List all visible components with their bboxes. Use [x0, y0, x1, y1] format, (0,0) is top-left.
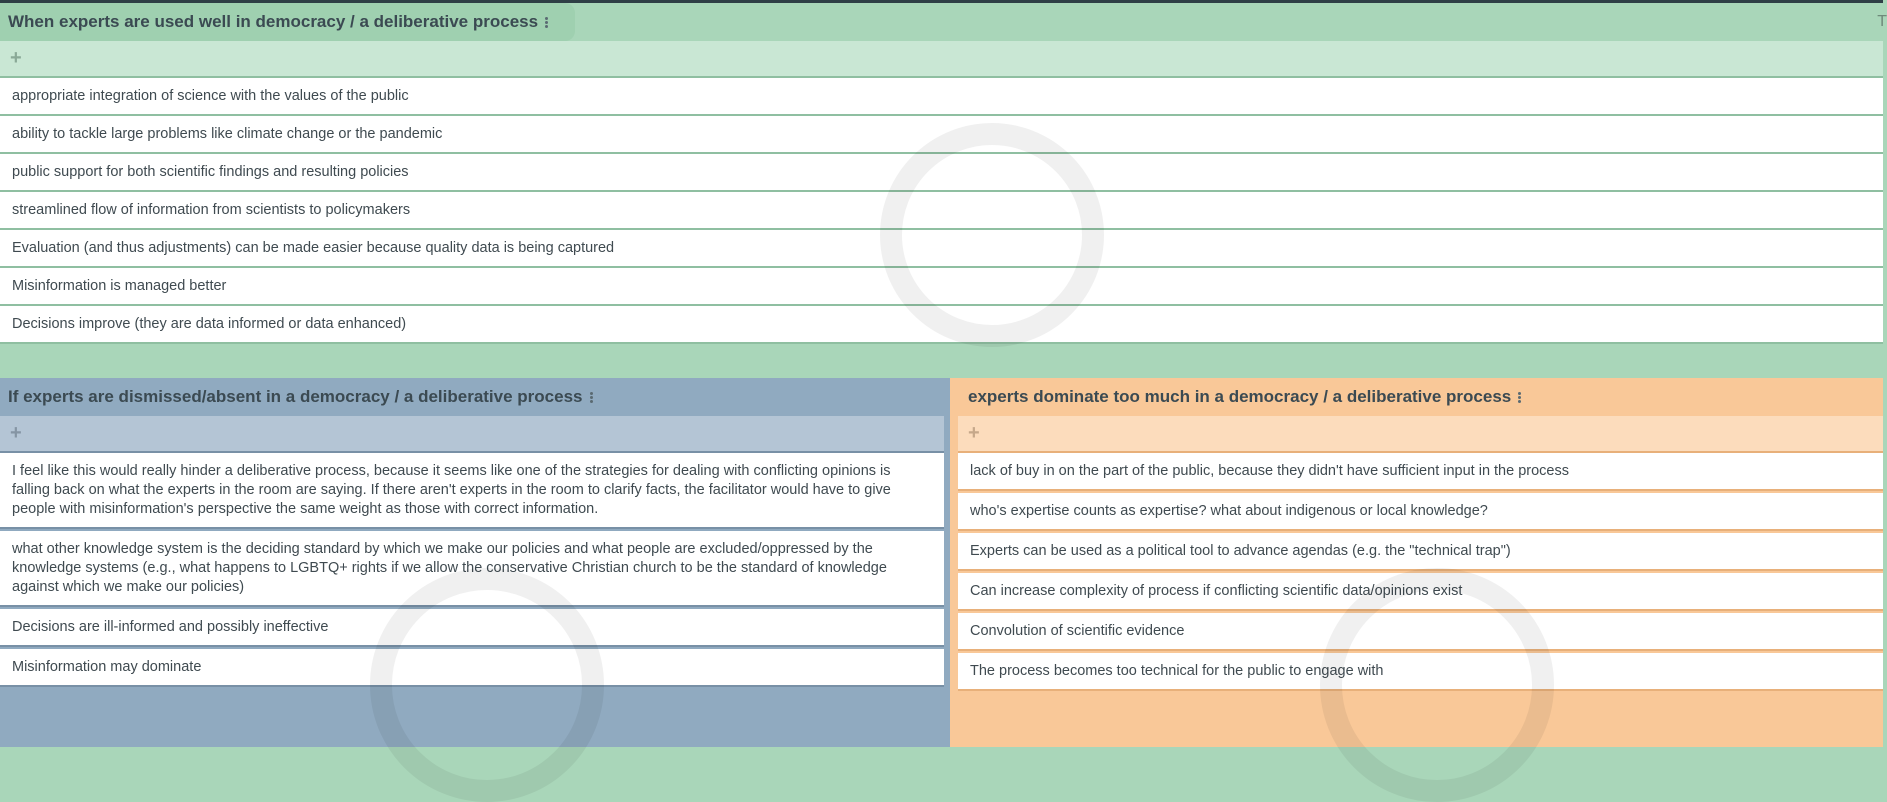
more-vertical-icon[interactable] [1518, 391, 1522, 404]
add-card-button[interactable]: + [958, 416, 1883, 453]
section-dominate [950, 378, 1883, 747]
card-list [0, 78, 1883, 344]
card[interactable]: Decisions are ill-informed and possibly ineffective [0, 609, 944, 647]
card[interactable]: Convolution of scientific evidence [958, 613, 1883, 651]
section-title[interactable]: experts dominate too much in a democracy / a deliberative process [968, 387, 1512, 406]
add-card-button[interactable]: + [0, 416, 944, 453]
card-list [950, 453, 1883, 691]
more-vertical-icon[interactable] [590, 391, 594, 404]
section-header [950, 378, 1883, 416]
card[interactable]: I feel like this would really hinder a deliberative process, because it seems like one of the strategies for dealing with conflicting opinions is falling back on what the experts in the room are saying. If there aren't experts in the room to clarify facts, the facilitator would have to give people with misinformation's perspective the same weight as those with correct information. [0, 453, 944, 529]
card-list [0, 453, 950, 687]
card[interactable]: appropriate integration of science with the values of the public [0, 78, 1883, 116]
card[interactable]: Can increase complexity of process if conflicting scientific data/opinions exist [958, 573, 1883, 611]
card[interactable]: ability to tackle large problems like climate change or the pandemic [0, 116, 1883, 154]
card[interactable]: streamlined flow of information from scientists to policymakers [0, 192, 1883, 230]
add-card-button[interactable]: + [0, 41, 1883, 78]
section-title[interactable]: When experts are used well in democracy / a deliberative process [8, 12, 539, 31]
section-used-well [0, 3, 1887, 378]
card[interactable]: lack of buy in on the part of the public, because they didn't have sufficient input in the process [958, 453, 1883, 491]
card[interactable]: public support for both scientific findings and resulting policies [0, 154, 1883, 192]
section-header [0, 378, 950, 416]
card[interactable]: Decisions improve (they are data informed or data enhanced) [0, 306, 1883, 344]
more-vertical-icon[interactable] [545, 16, 549, 29]
section-header [0, 3, 1887, 41]
section-dismissed [0, 378, 950, 747]
card[interactable]: The process becomes too technical for the public to engage with [958, 653, 1883, 691]
card[interactable]: Evaluation (and thus adjustments) can be made easier because quality data is being captured [0, 230, 1883, 268]
card[interactable]: who's expertise counts as expertise? what about indigenous or local knowledge? [958, 493, 1883, 531]
card[interactable]: Experts can be used as a political tool to advance agendas (e.g. the "technical trap") [958, 533, 1883, 571]
card[interactable]: Misinformation is managed better [0, 268, 1883, 306]
section-title[interactable]: If experts are dismissed/absent in a democracy / a deliberative process [8, 387, 583, 406]
card[interactable]: Misinformation may dominate [0, 649, 944, 687]
corner-glyph: T [1877, 13, 1887, 30]
card[interactable]: what other knowledge system is the deciding standard by which we make our policies and what people are excluded/oppressed by the knowledge systems (e.g., what happens to LGBTQ+ rights if we allow the conservative Christian church to be the standard of knowledge against which we make our policies) [0, 531, 944, 607]
board [0, 3, 1887, 747]
